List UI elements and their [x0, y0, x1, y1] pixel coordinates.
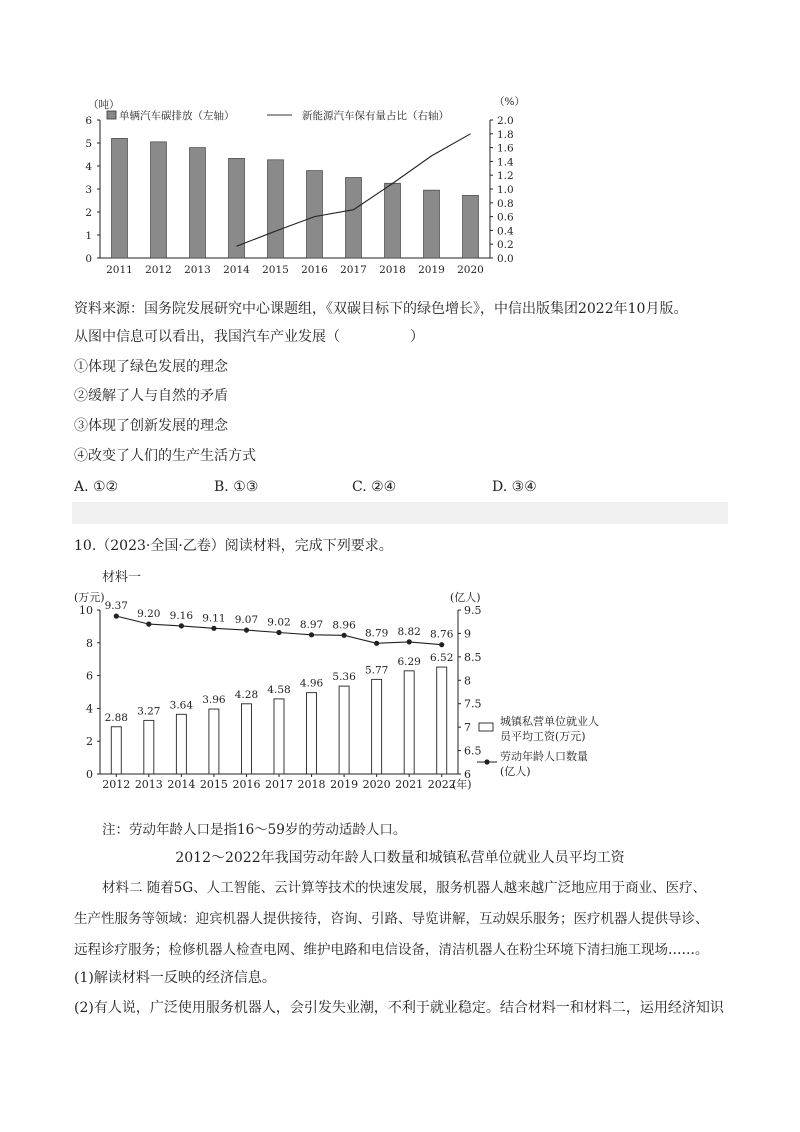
left-tick-label: 5 — [85, 138, 92, 150]
sub-question-2: (2)有人说，广泛使用服务机器人，会引发失业潮，不利于就业稳定。结合材料一和材料二，运用经济知识 — [74, 1000, 724, 1016]
bar-2012 — [111, 727, 121, 774]
bar-2019 — [339, 686, 349, 774]
left-tick-label: 4 — [85, 161, 92, 173]
x-tick-label: 2014 — [167, 778, 196, 791]
left-tick-label: 1 — [85, 230, 92, 242]
x-tick-label: 2011 — [106, 264, 133, 276]
right-tick-label: 0.8 — [497, 197, 514, 210]
x-axis-unit: (年) — [452, 778, 472, 791]
legend-bar-label-line1: 城镇私营单位就业人 — [500, 715, 599, 728]
line-point — [407, 639, 412, 644]
x-tick-label: 2017 — [340, 264, 367, 276]
question-stem: 从图中信息可以看出，我国汽车产业发展（ ） — [74, 329, 424, 345]
right-tick-label: 6.5 — [464, 744, 482, 758]
bar-2013 — [144, 720, 154, 774]
bar-value-label: 3.96 — [202, 694, 226, 707]
x-tick-label: 2019 — [330, 778, 359, 791]
line-point — [342, 633, 347, 638]
option-b[interactable]: B. ①③ — [214, 479, 259, 495]
x-tick-label: 2013 — [184, 264, 211, 276]
right-tick-label: 0.0 — [497, 253, 514, 265]
x-tick-label: 2017 — [265, 778, 293, 791]
right-tick-label: 8 — [464, 674, 471, 688]
line-value-label: 8.96 — [332, 619, 356, 632]
legend-bar-swatch — [107, 111, 116, 119]
x-tick-label: 2014 — [223, 264, 250, 276]
line-value-label: 9.02 — [267, 616, 291, 629]
bar-2018 — [307, 693, 317, 774]
x-tick-label: 2013 — [134, 778, 163, 791]
line-value-label: 9.07 — [234, 614, 259, 627]
question-10-heading: 10.（2023·全国·乙卷）阅读材料，完成下列要求。 — [74, 538, 393, 554]
bar-value-label: 5.77 — [364, 664, 389, 677]
legend-line-label-line1: 劳动年龄人口数量 — [500, 750, 588, 763]
line-point — [244, 628, 249, 633]
left-tick-label: 6 — [85, 115, 92, 127]
right-tick-label: 1.8 — [497, 128, 514, 141]
chart-labor-wage — [70, 588, 720, 800]
sub-question-1: (1)解读材料一反映的经济信息。 — [74, 970, 276, 986]
right-tick-label: 0.6 — [497, 211, 514, 224]
line-point — [114, 614, 119, 619]
right-tick-label: 9.5 — [464, 604, 482, 617]
bar-2020 — [463, 195, 479, 258]
right-tick-label: 1.2 — [497, 170, 514, 183]
option-a[interactable]: A. ①② — [74, 479, 119, 495]
right-tick-label: 1.0 — [497, 184, 514, 196]
x-tick-label: 2020 — [362, 778, 391, 791]
line-point — [211, 626, 216, 631]
left-tick-label: 8 — [86, 636, 93, 650]
bar-value-label: 3.27 — [137, 705, 161, 718]
right-axis-unit: （%） — [494, 96, 525, 108]
right-tick-label: 0.4 — [497, 225, 514, 238]
right-axis-unit: (亿人) — [450, 591, 481, 604]
right-tick-label: 2.0 — [497, 115, 514, 127]
right-tick-label: 8.5 — [464, 650, 482, 664]
left-tick-label: 3 — [85, 184, 92, 196]
line-value-label: 9.37 — [104, 600, 128, 613]
bar-2018 — [385, 183, 401, 258]
bar-2016 — [307, 171, 323, 258]
legend-bar-label-line2: 员平均工资(万元) — [500, 730, 586, 743]
left-tick-label: 6 — [86, 669, 93, 683]
x-tick-label: 2018 — [297, 778, 326, 791]
legend-line-marker — [484, 759, 489, 764]
bar-2020 — [372, 679, 382, 774]
chart-caption: 2012～2022年我国劳动年龄人口数量和城镇私营单位就业人员平均工资 — [175, 850, 625, 866]
statement-4: ④改变了人们的生产生活方式 — [74, 448, 256, 464]
line-value-label: 9.20 — [137, 608, 161, 621]
material-1-label: 材料一 — [102, 570, 142, 585]
statement-2: ②缓解了人与自然的矛盾 — [74, 388, 228, 404]
bar-2022 — [437, 667, 447, 774]
x-tick-label: 2012 — [102, 778, 131, 791]
right-tick-label: 9 — [464, 627, 471, 641]
bar-value-label: 4.28 — [234, 688, 259, 701]
line-value-label: 8.79 — [364, 627, 389, 640]
line-value-label: 9.16 — [169, 609, 194, 622]
bar-2017 — [346, 178, 362, 259]
legend-line-label-line2: (亿人) — [500, 765, 531, 778]
material-2-line-3: 远程诊疗服务；检修机器人检查电网、维护电路和电信设备，清洁机器人在粉尘环境下清扫施工现场……。 — [74, 942, 709, 958]
left-tick-label: 2 — [86, 735, 93, 749]
line-point — [276, 630, 281, 635]
material-2-line-2: 生产性服务等领域：迎宾机器人提供接待，咨询、引路、导览讲解，互动娱乐服务；医疗机器人提供导诊、 — [74, 911, 709, 927]
material-2-line-1: 材料二 随着5G、人工智能、云计算等技术的快速发展，服务机器人越来越广泛地应用于商业、医疗、 — [102, 880, 707, 896]
line-point — [179, 623, 184, 628]
line-point — [374, 641, 379, 646]
right-tick-label: 1.4 — [497, 156, 514, 169]
option-c[interactable]: C. ②④ — [352, 479, 397, 495]
bar-2017 — [274, 699, 284, 774]
statement-1: ①体现了绿色发展的理念 — [74, 359, 228, 375]
left-axis-unit: （吨） — [88, 99, 120, 111]
bar-value-label: 3.64 — [169, 699, 194, 712]
line-point — [146, 622, 151, 627]
chart-note: 注：劳动年龄人口是指16～59岁的劳动适龄人口。 — [102, 822, 407, 838]
bar-2015 — [268, 160, 284, 258]
x-tick-label: 2018 — [379, 264, 406, 276]
legend-bar-swatch — [479, 723, 493, 731]
left-tick-label: 2 — [85, 207, 92, 219]
left-axis-unit: (万元) — [74, 591, 105, 604]
left-tick-label: 4 — [86, 702, 93, 716]
right-tick-label: 6 — [464, 768, 471, 781]
left-tick-label: 10 — [79, 604, 93, 617]
bar-2014 — [176, 714, 186, 774]
right-tick-label: 7 — [464, 721, 471, 735]
bar-value-label: 5.36 — [332, 671, 356, 684]
bar-value-label: 2.88 — [104, 711, 128, 724]
bar-2014 — [229, 158, 245, 258]
bar-2015 — [209, 709, 219, 774]
x-tick-label: 2016 — [301, 264, 328, 276]
x-tick-label: 2012 — [145, 264, 172, 276]
bar-value-label: 6.52 — [430, 652, 454, 665]
bar-2013 — [190, 148, 206, 258]
bar-2012 — [151, 142, 167, 258]
statement-3: ③体现了创新发展的理念 — [74, 418, 228, 434]
x-tick-label: 2021 — [395, 778, 424, 791]
source-note: 资料来源：国务院发展研究中心课题组，《双碳目标下的绿色增长》，中信出版集团2022年10月版。 — [74, 301, 688, 317]
left-tick-label: 0 — [85, 253, 92, 265]
x-tick-label: 2020 — [457, 264, 484, 276]
right-tick-label: 0.2 — [497, 239, 514, 252]
bar-value-label: 4.58 — [267, 683, 291, 696]
chart-carbon-emission — [70, 92, 540, 277]
line-value-label: 8.82 — [397, 625, 421, 638]
x-tick-label: 2015 — [262, 264, 289, 276]
legend-bar-label: 单辆汽车碳排放（左轴） — [119, 110, 235, 122]
bar-2016 — [241, 704, 251, 774]
option-d[interactable]: D. ③④ — [492, 479, 537, 495]
right-tick-label: 7.5 — [464, 697, 482, 711]
x-tick-label: 2022 — [427, 778, 456, 791]
legend-line-label: 新能源汽车保有量占比（右轴） — [302, 110, 449, 122]
bar-value-label: 6.29 — [397, 655, 421, 668]
line-value-label: 8.97 — [299, 618, 324, 631]
x-tick-label: 2019 — [418, 264, 445, 276]
bar-2019 — [424, 190, 440, 258]
x-tick-label: 2015 — [199, 778, 228, 791]
line-point — [309, 632, 314, 637]
line-value-label: 9.11 — [202, 612, 226, 625]
bar-2021 — [404, 671, 414, 774]
bar-2011 — [112, 138, 128, 258]
right-tick-label: 1.6 — [497, 142, 514, 155]
bar-value-label: 4.96 — [299, 677, 324, 690]
line-value-label: 8.76 — [430, 628, 454, 641]
x-tick-label: 2016 — [232, 778, 261, 791]
line-point — [439, 642, 444, 647]
answer-divider — [72, 502, 728, 524]
left-tick-label: 0 — [86, 768, 93, 781]
